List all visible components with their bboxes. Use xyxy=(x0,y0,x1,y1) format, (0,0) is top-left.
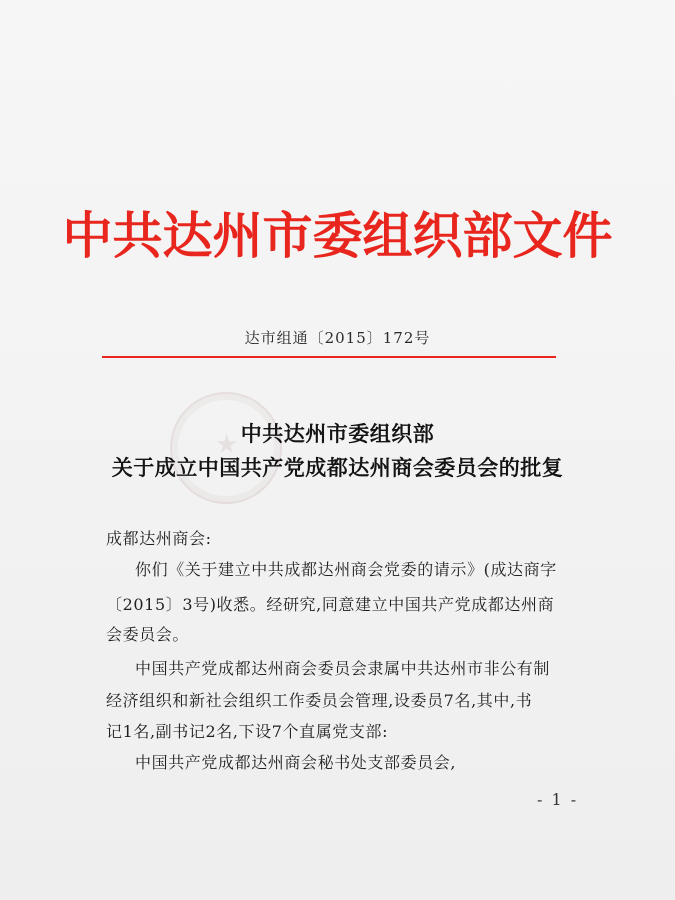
document-title-line-1: 中共达州市委组织部 xyxy=(240,421,435,446)
body-line: 中国共产党成都达州商会秘书处支部委员会, xyxy=(135,753,457,772)
body-line: 经济组织和新社会组织工作委员会管理,设委员7名,其中,书 xyxy=(106,691,533,710)
body-line: 你们《关于建立中共成都达州商会党委的请示》(成达商字 xyxy=(135,560,557,579)
document-header-title: 中共达州市委组织部文件 xyxy=(62,206,613,265)
faint-seal-stamp xyxy=(170,392,282,504)
document-number: 达市组通〔2015〕172号 xyxy=(244,329,431,347)
page-number: - 1 - xyxy=(537,790,579,809)
body-line: 〔2015〕3号)收悉。经研究,同意建立中国共产党成都达州商 xyxy=(106,595,555,614)
red-divider-line xyxy=(102,356,556,358)
body-line: 中国共产党成都达州商会委员会隶属中共达州市非公有制 xyxy=(135,659,551,678)
body-line: 会委员会。 xyxy=(106,625,190,644)
seal-star-icon: ★ xyxy=(215,430,239,460)
salutation: 成都达州商会: xyxy=(106,529,212,548)
body-line: 记1名,副书记2名,下设7个直属党支部: xyxy=(106,722,389,741)
document-title-line-2: 关于成立中国共产党成都达州商会委员会的批复 xyxy=(111,455,564,480)
